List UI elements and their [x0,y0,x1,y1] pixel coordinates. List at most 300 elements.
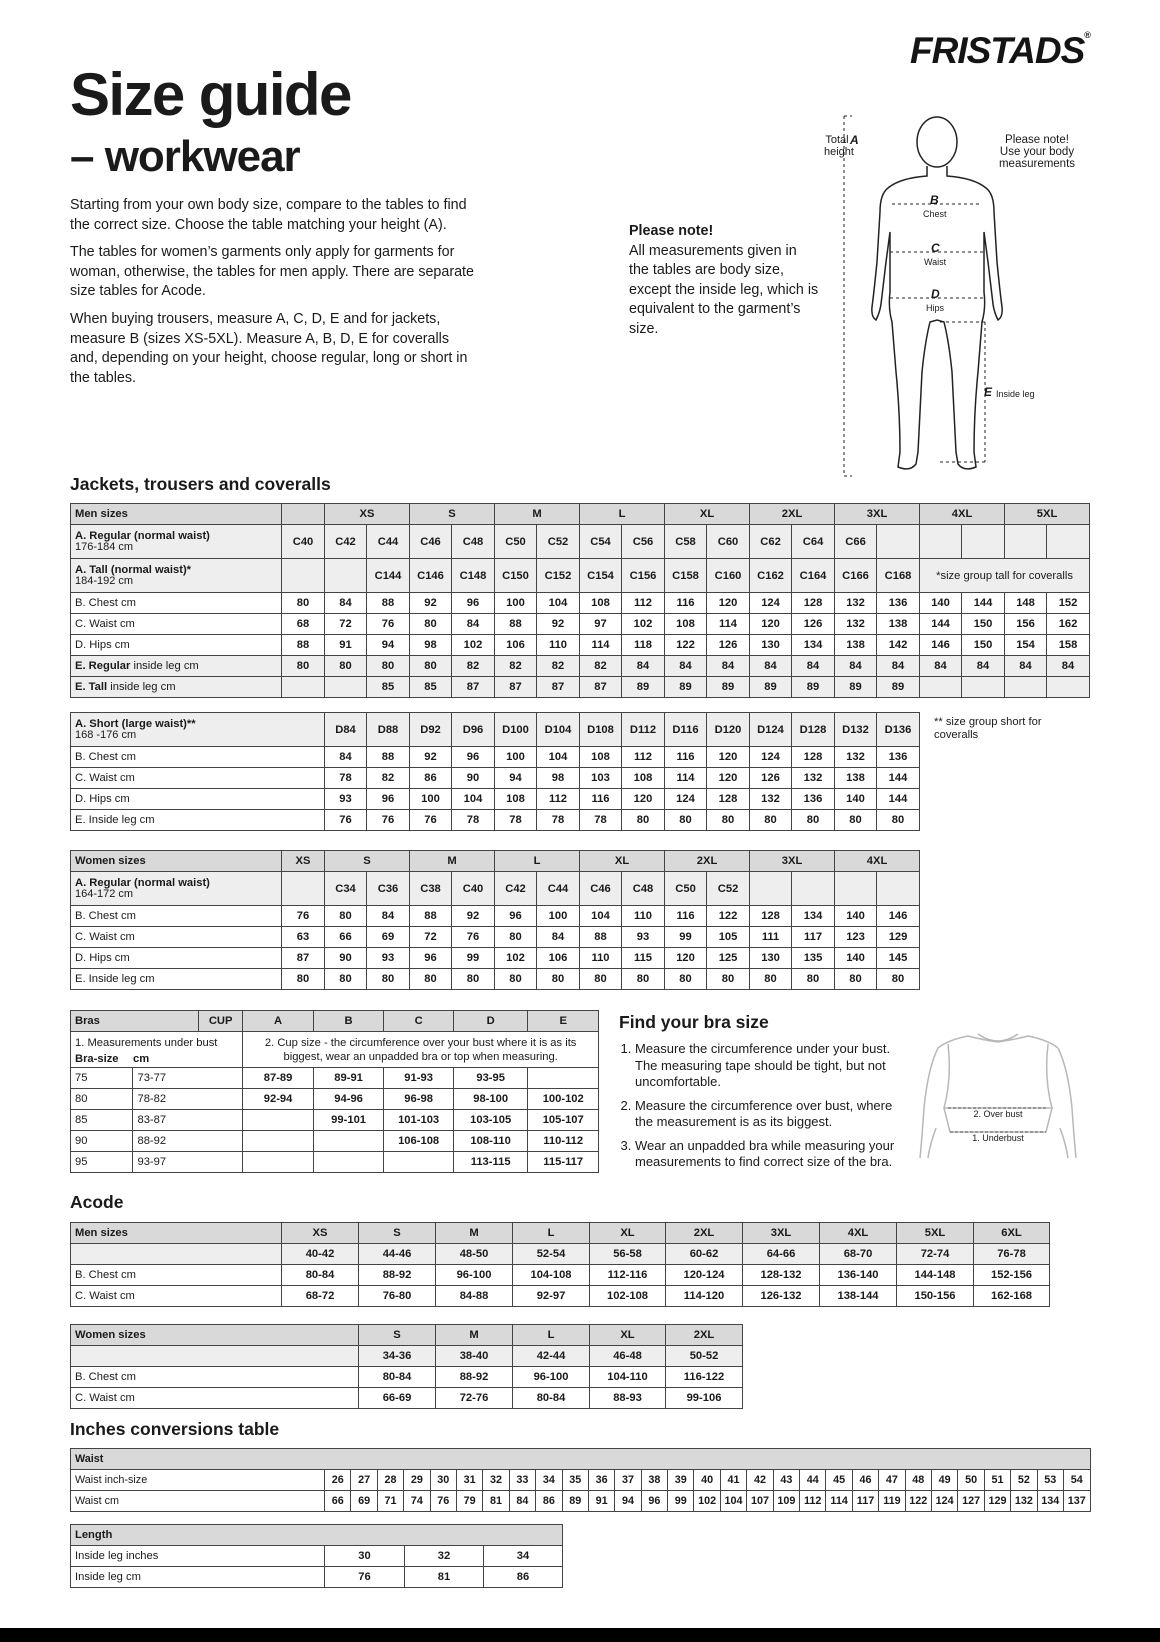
value-cell: 68-72 [282,1286,359,1307]
value-cell: 144 [877,768,920,789]
value-cell: 130 [750,635,792,656]
value-cell: 132 [792,768,835,789]
range-cell: 40-42 [282,1244,359,1265]
value-cell: 76 [367,810,410,831]
value-cell: 84 [452,614,495,635]
bra-guide-step: 1. Measure the circumference under your bust. The measuring tape should be tight, but not uncomfortable. [635,1041,909,1091]
value-cell: 89 [877,677,920,698]
value-cell: 134 [792,635,835,656]
value-cell: 90 [452,768,495,789]
value-cell: 122 [707,906,750,927]
waist-inch-cell: 40 [694,1470,720,1491]
waist-cm-cell: 89 [562,1491,588,1512]
value-cell: 102 [622,614,665,635]
length-header: Length [71,1525,563,1546]
value-cell: 88 [410,906,452,927]
value-cell: 96-98 [384,1089,454,1110]
value-cell: 76 [325,1567,405,1588]
row-label: C. Waist cm [71,1286,282,1307]
value-cell: 110-112 [528,1131,599,1152]
intro-paragraph: Starting from your own body size, compare to the tables to find the correct size. Choose the table matching your height (A). [70,197,467,233]
value-cell: 84 [835,656,877,677]
value-cell: 152-156 [974,1265,1050,1286]
waist-cm-cell: 104 [720,1491,746,1512]
value-cell: 89 [835,677,877,698]
waist-inch-cell: 41 [720,1470,746,1491]
value-cell: 134 [792,906,835,927]
value-cell: 80 [410,656,452,677]
waist-inch-cell: 28 [377,1470,403,1491]
value-cell: 150 [962,614,1005,635]
value-cell: 96 [410,948,452,969]
measure-e-label: E [984,385,993,399]
size-cell: XS [282,1223,359,1244]
size-group-cell: 3XL [835,504,920,525]
value-cell: 120 [707,768,750,789]
value-cell: 76-80 [359,1286,436,1307]
value-cell: 98-100 [453,1089,528,1110]
value-cell: 84 [325,593,367,614]
waist-inch-cell: 52 [1011,1470,1037,1491]
acode-women-header: Women sizes [71,1325,359,1346]
value-cell: 104-108 [513,1265,590,1286]
size-code-cell: D128 [792,713,835,747]
value-cell: 34 [484,1546,563,1567]
size-cell: S [359,1223,436,1244]
value-cell: 103 [580,768,622,789]
value-cell: 132 [835,593,877,614]
size-group-cell: 2XL [750,504,835,525]
value-cell: 84 [1047,656,1090,677]
value-cell: 88 [580,927,622,948]
value-cell: 124 [750,593,792,614]
women-sizes-table [70,850,920,990]
value-cell: 114-120 [666,1286,743,1307]
value-cell: 158 [1047,635,1090,656]
size-code-cell: C154 [580,559,622,593]
value-cell: 84 [920,656,962,677]
size-code-cell: C54 [580,525,622,559]
value-cell [384,1152,454,1173]
short-note: ** size group short for coveralls [934,716,1042,741]
value-cell: 140 [835,789,877,810]
value-cell: 99-106 [666,1388,743,1409]
size-code-cell: D108 [580,713,622,747]
size-cell: 3XL [743,1223,820,1244]
size-code-cell: C50 [665,872,707,906]
value-cell: 146 [877,906,920,927]
waist-inch-cell: 46 [852,1470,878,1491]
value-cell: 136 [792,789,835,810]
value-cell: 82 [495,656,537,677]
size-group-cell: 4XL [920,504,1005,525]
size-code-cell: C48 [622,872,665,906]
value-cell: 105 [707,927,750,948]
waist-cm-cell: 76 [430,1491,456,1512]
size-code-cell [282,872,325,906]
waist-inch-cell: 30 [430,1470,456,1491]
waist-cm-cell: 91 [588,1491,614,1512]
row-label: E. Tall inside leg cm [71,677,282,698]
size-code-cell [750,872,792,906]
waist-inch-cell: 29 [404,1470,430,1491]
page-subtitle: – workwear [70,132,300,181]
value-cell: 84 [1005,656,1047,677]
row-label: E. Inside leg cm [71,969,282,990]
size-code-cell [282,559,325,593]
value-cell: 128 [792,593,835,614]
range-cell: 34-36 [359,1346,436,1367]
value-cell: 100 [537,906,580,927]
size-code-cell: C42 [325,525,367,559]
size-code-cell: C56 [622,525,665,559]
size-group-cell: XS [325,504,410,525]
bra-guide-title: Find your bra size [619,1012,769,1032]
size-code-cell: D124 [750,713,792,747]
value-cell: 88 [495,614,537,635]
size-code-cell: C46 [580,872,622,906]
value-cell: 84 [325,747,367,768]
size-code-cell: D112 [622,713,665,747]
size-cell: XL [590,1223,666,1244]
value-cell: 92 [410,747,452,768]
size-code-cell [1005,525,1047,559]
row-label: B. Chest cm [71,1265,282,1286]
value-cell: 124 [665,789,707,810]
value-cell: 78 [452,810,495,831]
value-cell: 88 [282,635,325,656]
value-cell: 118 [622,635,665,656]
waist-label: Waist [924,257,947,267]
value-cell [282,677,325,698]
chest-label: Chest [923,209,947,219]
waist-inch-cell: 27 [351,1470,377,1491]
value-cell: 108-110 [453,1131,528,1152]
row-label: C. Waist cm [71,614,282,635]
value-cell: 102 [495,948,537,969]
value-cell: 136 [877,593,920,614]
waist-cm-cell: 129 [984,1491,1010,1512]
value-cell: 80 [580,969,622,990]
under-bust-note: 1. Measurements under bust Bra-size cm [71,1032,243,1068]
bra-size-cell: 85 [71,1110,133,1131]
size-group-cell [282,504,325,525]
range-cell: 72-74 [897,1244,974,1265]
range-cell: 38-40 [436,1346,513,1367]
row-label: D. Hips cm [71,789,325,810]
bra-guide-steps [619,1041,909,1171]
range-cell: 60-62 [666,1244,743,1265]
value-cell: 126 [707,635,750,656]
value-cell: 162-168 [974,1286,1050,1307]
waist-inch-cell: 53 [1037,1470,1063,1491]
value-cell: 129 [877,927,920,948]
value-cell: 85 [367,677,410,698]
value-cell: 156 [1005,614,1047,635]
value-cell: 96 [452,593,495,614]
value-cell: 80 [410,969,452,990]
value-cell: 80 [282,656,325,677]
size-group-cell: 2XL [665,851,750,872]
bra-size-cell: 95 [71,1152,133,1173]
row-label: Waist cm [71,1491,325,1512]
value-cell: 69 [367,927,410,948]
value-cell: 120-124 [666,1265,743,1286]
size-group-cell: XL [665,504,750,525]
value-cell: 112-116 [590,1265,666,1286]
value-cell: 80 [835,969,877,990]
value-cell [243,1131,314,1152]
value-cell: 124 [750,747,792,768]
value-cell: 80 [367,969,410,990]
size-code-cell: C52 [707,872,750,906]
waist-inch-cell: 50 [958,1470,984,1491]
value-cell: 88-93 [590,1388,666,1409]
value-cell: 120 [707,747,750,768]
size-code-cell: C52 [537,525,580,559]
value-cell: 130 [750,948,792,969]
bras-table [70,1010,599,1173]
value-cell: 126-132 [743,1286,820,1307]
size-code-cell: C58 [665,525,707,559]
waist-cm-cell: 79 [456,1491,482,1512]
value-cell: 91-93 [384,1068,454,1089]
value-cell: 128 [792,747,835,768]
section-heading-jackets: Jackets, trousers and coveralls [70,474,331,494]
range-cell: 68-70 [820,1244,897,1265]
value-cell: 142 [877,635,920,656]
value-cell: 72-76 [436,1388,513,1409]
value-cell: 104 [580,906,622,927]
value-cell [962,677,1005,698]
value-cell: 102 [452,635,495,656]
value-cell: 84 [537,927,580,948]
value-cell: 76 [410,810,452,831]
value-cell: 86 [484,1567,563,1588]
short-fit-label: A. Short (large waist)** 168 -176 cm [71,713,325,747]
value-cell: 100 [495,747,537,768]
waist-inch-cell: 37 [615,1470,641,1491]
value-cell: 111 [750,927,792,948]
intro-paragraph: The tables for women’s garments only apply for garments for woman, otherwise, the tables for men apply. There are separate size tables for Acode. [70,244,474,300]
value-cell: 93 [622,927,665,948]
waist-inch-cell: 38 [641,1470,667,1491]
value-cell: 87 [452,677,495,698]
size-group-cell: XL [580,851,665,872]
value-cell: 108 [622,768,665,789]
section-heading-inches: Inches conversions table [70,1419,280,1439]
note-text: All measurements given in the tables are body size, except the inside leg, which is equivalent to the garment’s size. [629,242,819,337]
value-cell: 78 [580,810,622,831]
range-cell: 44-46 [359,1244,436,1265]
size-cell: L [513,1325,590,1346]
waist-inch-cell: 48 [905,1470,931,1491]
value-cell: 128 [707,789,750,810]
value-cell: 100 [495,593,537,614]
size-code-cell: D116 [665,713,707,747]
value-cell: 115 [622,948,665,969]
size-code-cell: C146 [410,559,452,593]
size-code-cell: D88 [367,713,410,747]
value-cell: 101-103 [384,1110,454,1131]
waist-inch-cell: 39 [668,1470,694,1491]
size-code-cell: C144 [367,559,410,593]
waist-cm-cell: 132 [1011,1491,1037,1512]
value-cell: 84 [707,656,750,677]
size-cell: S [359,1325,436,1346]
value-cell: 87 [282,948,325,969]
value-cell: 80 [622,969,665,990]
size-code-cell: D92 [410,713,452,747]
value-cell: 135 [792,948,835,969]
value-cell: 84 [792,656,835,677]
value-cell: 80 [665,810,707,831]
length-conversion-table [70,1524,563,1588]
total-height-label: Total height [824,134,854,158]
size-cell: 2XL [666,1325,743,1346]
value-cell: 80 [877,969,920,990]
bra-illustration [918,1028,1078,1160]
value-cell: 94 [367,635,410,656]
value-cell: 98 [410,635,452,656]
value-cell: 104-110 [590,1367,666,1388]
waist-cm-cell: 71 [377,1491,403,1512]
waist-inch-cell: 31 [456,1470,482,1491]
value-cell: 128-132 [743,1265,820,1286]
value-cell: 128 [750,906,792,927]
footer-bar [0,1628,1160,1642]
value-cell: 80 [622,810,665,831]
value-cell: 89 [792,677,835,698]
value-cell: 76 [452,927,495,948]
value-cell: 30 [325,1546,405,1567]
value-cell: 80 [325,906,367,927]
size-cell: M [436,1325,513,1346]
inside-leg-label: Inside leg [996,389,1035,399]
size-code-cell: C164 [792,559,835,593]
value-cell: 89 [665,677,707,698]
waist-cm-cell: 99 [668,1491,694,1512]
value-cell: 80 [325,969,367,990]
value-cell: 72 [325,614,367,635]
value-cell: 96-100 [436,1265,513,1286]
size-code-cell: C60 [707,525,750,559]
value-cell: 94-96 [313,1089,384,1110]
size-code-cell: C152 [537,559,580,593]
value-cell: 80 [792,969,835,990]
size-group-cell: L [580,504,665,525]
row-label: B. Chest cm [71,747,325,768]
value-cell: 88-92 [359,1265,436,1286]
bra-cm-cell: 78-82 [133,1089,243,1110]
value-cell: 84 [367,906,410,927]
size-code-cell [920,525,962,559]
value-cell: 140 [835,948,877,969]
cup-cell: B [313,1011,384,1032]
range-cell: 52-54 [513,1244,590,1265]
bra-size-cell: 90 [71,1131,133,1152]
size-code-cell: C156 [622,559,665,593]
cup-cell: D [453,1011,528,1032]
size-code-cell [835,872,877,906]
value-cell: 89 [750,677,792,698]
under-bust-label: 1. Underbust [972,1133,1024,1143]
range-cell: 76-78 [974,1244,1050,1265]
value-cell: 80 [707,810,750,831]
value-cell: 116 [580,789,622,810]
value-cell: 93 [367,948,410,969]
waist-cm-cell: 74 [404,1491,430,1512]
value-cell: 100-102 [528,1089,599,1110]
value-cell: 84 [877,656,920,677]
value-cell: 80 [835,810,877,831]
value-cell: 80 [282,969,325,990]
value-cell: 63 [282,927,325,948]
row-label: E. Regular inside leg cm [71,656,282,677]
value-cell: 86 [410,768,452,789]
tall-fit-label: A. Tall (normal waist)* 184-192 cm [71,559,282,593]
waist-inch-cell: 36 [588,1470,614,1491]
intro-paragraph: When buying trousers, measure A, C, D, E and for jackets, measure B (sizes XS-5XL). Measure A, B, D, E for coveralls and, depending on your height, choose regular, long or short in the tables. [70,310,468,386]
value-cell: 80-84 [513,1388,590,1409]
hips-label: Hips [926,303,945,313]
value-cell: 120 [665,948,707,969]
size-group-cell: XS [282,851,325,872]
bra-size-cell: 75 [71,1068,133,1089]
value-cell: 78 [495,810,537,831]
range-cell: 48-50 [436,1244,513,1265]
size-code-cell: D100 [495,713,537,747]
waist-cm-cell: 117 [852,1491,878,1512]
value-cell: 140 [835,906,877,927]
value-cell: 108 [580,593,622,614]
value-cell: 120 [622,789,665,810]
bra-size-cell: 80 [71,1089,133,1110]
value-cell: 80 [282,593,325,614]
value-cell: 80 [452,969,495,990]
waist-inch-cell: 54 [1063,1470,1090,1491]
value-cell: 117 [792,927,835,948]
size-code-cell: C38 [410,872,452,906]
range-cell: 56-58 [590,1244,666,1265]
size-group-cell: L [495,851,580,872]
value-cell: 92 [537,614,580,635]
value-cell: 84 [622,656,665,677]
size-code-cell: C40 [452,872,495,906]
size-code-cell: C44 [537,872,580,906]
value-cell: 150 [962,635,1005,656]
size-cell: M [436,1223,513,1244]
size-code-cell: C150 [495,559,537,593]
value-cell: 96 [452,747,495,768]
row-label: C. Waist cm [71,768,325,789]
waist-cm-cell: 66 [325,1491,351,1512]
value-cell: 91 [325,635,367,656]
size-group-cell: S [325,851,410,872]
value-cell: 108 [665,614,707,635]
cup-cell: E [528,1011,599,1032]
size-code-cell: C64 [792,525,835,559]
value-cell: 82 [580,656,622,677]
size-cell: L [513,1223,590,1244]
waist-inch-cell: 32 [483,1470,509,1491]
bra-cm-cell: 88-92 [133,1131,243,1152]
value-cell: 72 [410,927,452,948]
size-code-cell: C36 [367,872,410,906]
value-cell: 104 [537,747,580,768]
waist-cm-cell: 109 [773,1491,799,1512]
row-label: C. Waist cm [71,927,282,948]
